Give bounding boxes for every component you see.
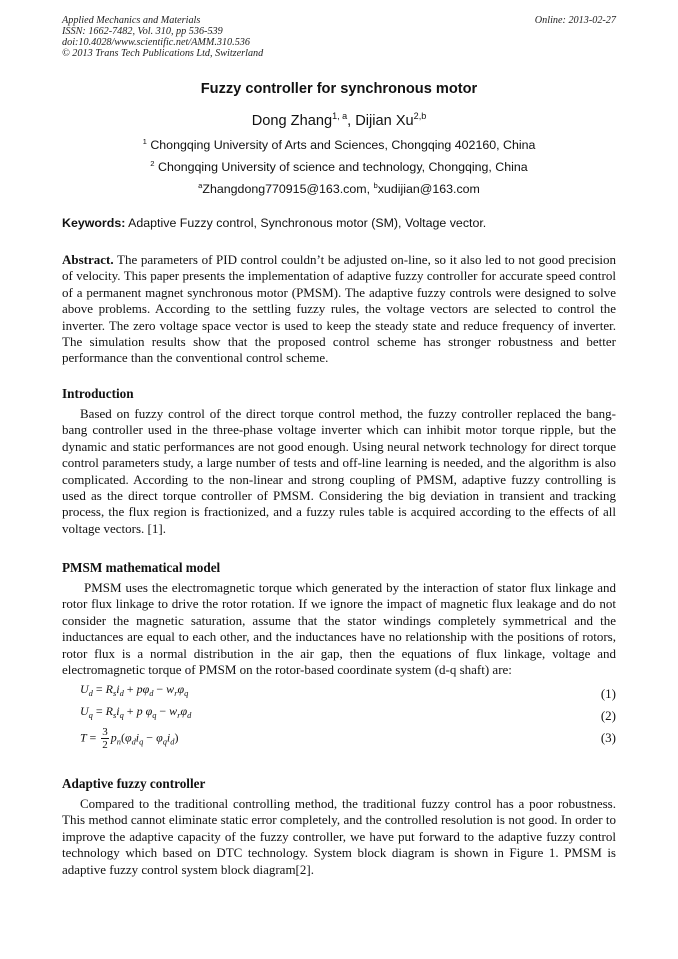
author-1-sup: 1, a [332,111,348,122]
fraction-three-halves: $\frac{3}{2}$ [102,726,108,751]
introduction-text: Based on fuzzy control of the direct torque control method, the fuzzy controller replaced the bang-bang controller used in the three-phase voltage inverter which can inhibit motor torque ripple, but the dynamic and static performances are not good enough. Using neural network technology for direct torque control parameters study, a large number of tests and off-line learning is needed, and the algorithm is also complicated. According to the non-linear and strong coupling of PMSM, adaptive fuzzy controlling is used as the direct torque controller of PMSM. Considering the big deviation in transient and tracking process, the flux region is fractionized, and a fuzzy rules table is acquired according to the effects of all voltage vectors. [1]. [62,406,616,536]
equation-3-formula: T = $\frac{3}{2}$ $p_n(\varphi_di_q - \varphi_qi_d)$ [80,726,179,751]
abstract-label: Abstract. [62,252,114,267]
equation-3-number: (3) [600,730,616,745]
author-2: Dijian Xu [355,113,414,129]
adaptive-body [62,796,616,878]
email-a-sup: a [198,180,203,190]
keywords-text: Adaptive Fuzzy control, Synchronous motor (SM), Voltage vector. [125,216,487,230]
adaptive-heading: Adaptive fuzzy controller [62,776,206,791]
adaptive-text: Compared to the traditional controlling method, the traditional fuzzy control has a poor robustness. This method cannot eliminate static error completely, and the controlled resolution is not good. In order to improve the adaptive capacity of the fuzzy controller, we have put forward to the adaptive fuzzy control technology which based on DTC technology. System block diagram is shown in Figure 1. PMSM is adaptive fuzzy control system block diagram[2]. [62,796,616,877]
equation-1-number: (1) [600,686,616,701]
journal-name: Applied Mechanics and Materials [62,15,201,26]
equation-1-formula: $U_d = R_si_d + p\varphi_d - w_r\varphi_q$ [80,682,189,698]
introduction-body [62,406,616,537]
affiliation-1-text: Chongqing University of Arts and Sciences, Chongqing 402160, China [146,138,536,152]
keywords [62,216,616,230]
affiliation-2-text: Chongqing University of science and technology, Chongqing, China [154,160,528,174]
copyright-line: © 2013 Trans Tech Publications Ltd, Switzerland [62,48,264,59]
email-b: xudijian@163.com [377,182,480,196]
equation-3 [80,726,616,756]
issn-line: ISSN: 1662-7482, Vol. 310, pp 536-539 [62,26,223,37]
affiliation-2-sup: 2 [150,158,155,168]
author-2-sup: 2,b [413,111,427,122]
introduction-heading: Introduction [62,386,134,401]
pmsm-text: PMSM uses the electromagnetic torque which generated by the interaction of stator flux linkage and rotor flux linkage to drive the rotor rotation. If we ignore the impact of magnetic flux leakage and do not consider the magnetic saturation, assume that the stator windings completely symmetrical and the inductances are equal to each other, and the inductances have no relationship with the positions of rotors, rotor flux is a normal distribution in the air gap, then the equations of flux linkage, voltage and electromagnetic torque of PMSM on the rotor-based coordinate system (d-q shaft) are: [62,580,616,678]
abstract [62,252,616,367]
paper-title: Fuzzy controller for synchronous motor [200,81,478,97]
pmsm-heading: PMSM mathematical model [62,560,221,575]
keywords-label: Keywords: [62,216,126,230]
equation-2-formula: $U_q = R_si_q + p$ $\varphi_q - w_r\varphi_d$ [80,704,192,720]
online-date: Online: 2013-02-27 [534,15,616,26]
abstract-text: The parameters of PID control couldn’t be adjusted on-line, so it also led to not good precision of velocity. This paper presents the implementation of adaptive fuzzy controller for accurate speed control of a permanent magnet synchronous motor (PMSM). The adaptive fuzzy controls were designed to solve above problems. According to the settling fuzzy rules, the voltage vectors are selected to control the inverter. The zero voltage space vector is used to keep the steady state and reduce frequency of inverter. The simulation results show that the proposed control scheme has stronger robustness and better performance than the conventional control scheme. [62,252,616,366]
pmsm-body [62,580,616,678]
equation-2 [80,704,616,724]
affiliation-1 [0,138,678,152]
affiliation-1-sup: 1 [142,136,147,146]
equation-2-number: (2) [600,708,616,723]
journal-header [62,15,263,59]
email-line [0,182,678,196]
email-b-sup: b [373,180,378,190]
email-a: Zhangdong770915@163.com, [202,182,374,196]
affiliation-2 [0,160,678,174]
author-line [0,113,678,129]
author-1: Dong Zhang [251,113,333,129]
equation-1 [80,682,616,702]
doi-line: doi:10.4028/www.scientific.net/AMM.310.536 [62,37,250,48]
author-separator: , [347,113,356,129]
